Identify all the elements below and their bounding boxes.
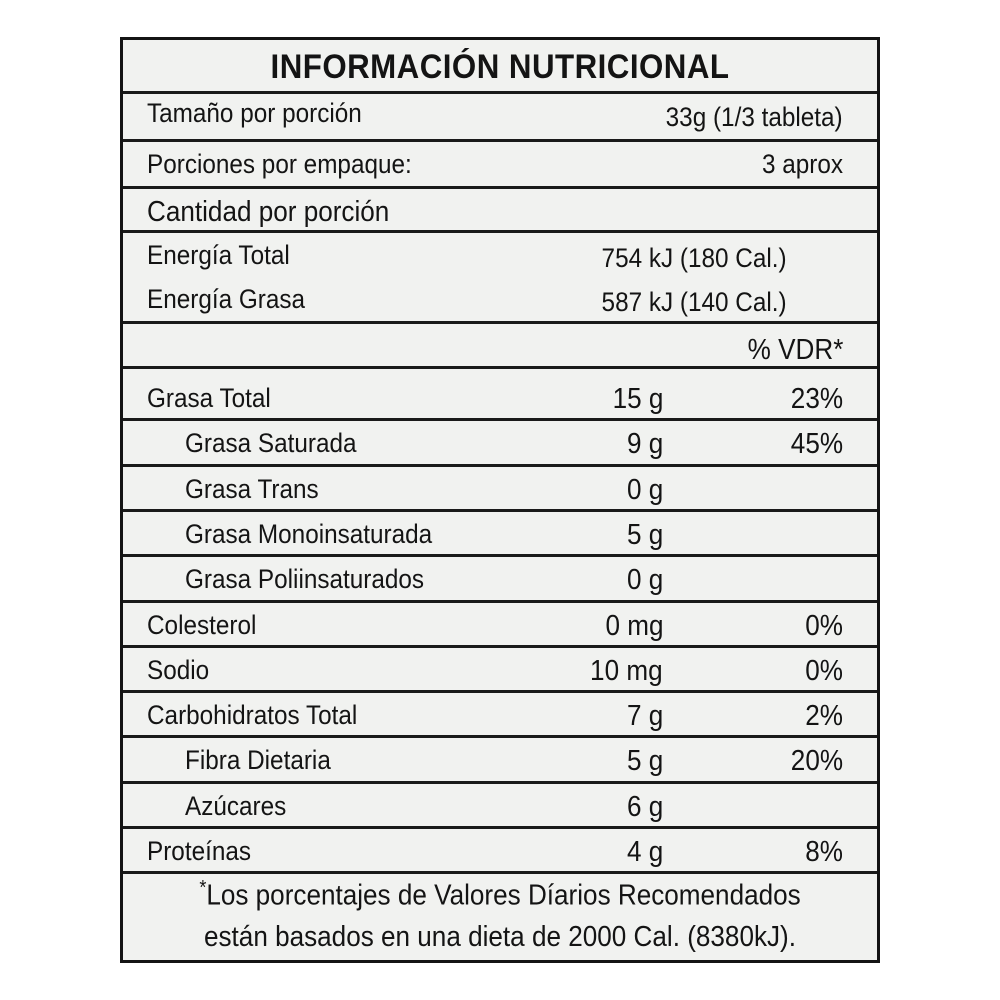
nutrient-dv: 8% (805, 836, 843, 868)
nutrient-amount: 0 g (626, 564, 663, 597)
footnote-text-1: Los porcentajes de Valores Díarios Recomendados (206, 879, 801, 912)
divider (123, 735, 877, 738)
divider (123, 321, 877, 324)
nutrient-amount: 10 mg (590, 654, 663, 687)
nutrient-name: Fibra Dietaria (185, 745, 331, 776)
energy-total-label: Energía Total (147, 240, 290, 270)
nutrient-name: Colesterol (147, 609, 257, 640)
dv-header: % VDR* (747, 334, 843, 366)
nutrient-amount: 5 g (626, 518, 663, 551)
nutrient-dv: 20% (790, 745, 843, 778)
energy-fat-value: 587 kJ (140 Cal.) (601, 287, 787, 317)
servings-per-package-value: 3 aprox (761, 149, 843, 179)
nutrient-name: Grasa Trans (185, 473, 319, 504)
nutrient-amount: 0 g (626, 473, 663, 506)
footnote-line-1 (161, 878, 840, 911)
serving-size-value: 33g (1/3 tableta) (666, 102, 843, 132)
amount-per-serving-heading: Cantidad por porción (147, 196, 390, 228)
energy-total-value: 754 kJ (180 Cal.) (601, 243, 787, 273)
divider (123, 645, 877, 648)
divider (123, 509, 877, 512)
divider (123, 366, 877, 369)
nutrient-amount: 0 mg (604, 609, 663, 642)
divider (123, 418, 877, 421)
nutrient-name: Grasa Poliinsaturados (185, 564, 425, 595)
nutrient-name: Azúcares (185, 790, 287, 821)
serving-size-label: Tamaño por porción (147, 98, 362, 128)
nutrient-amount: 6 g (626, 790, 663, 823)
footnote-line-2: están basados en una dieta de 2000 Cal. (8380kJ). (203, 921, 797, 953)
divider (123, 871, 877, 874)
divider (123, 781, 877, 784)
nutrient-name: Carbohidratos Total (147, 700, 358, 731)
energy-fat-label: Energía Grasa (147, 284, 306, 314)
divider (123, 690, 877, 693)
nutrient-amount: 7 g (626, 700, 663, 733)
label-title: INFORMACIÓN NUTRICIONAL (270, 48, 730, 86)
nutrient-amount: 5 g (626, 745, 663, 778)
footnote-star: * (199, 877, 207, 899)
divider (123, 139, 877, 142)
nutrient-name: Grasa Total (147, 383, 271, 413)
nutrient-amount: 15 g (612, 383, 663, 415)
nutrient-name: Sodio (147, 654, 210, 685)
nutrition-facts-label (120, 37, 880, 963)
divider (123, 554, 877, 557)
nutrient-dv: 45% (790, 428, 843, 461)
nutrient-amount: 4 g (626, 836, 663, 868)
divider (123, 600, 877, 603)
nutrient-name: Grasa Saturada (185, 428, 357, 459)
divider (123, 186, 877, 189)
nutrient-amount: 9 g (626, 428, 663, 461)
nutrient-dv: 2% (805, 700, 843, 733)
divider (123, 464, 877, 467)
divider (123, 91, 877, 94)
divider (123, 230, 877, 233)
nutrient-name: Grasa Monoinsaturada (185, 518, 433, 549)
nutrient-dv: 23% (790, 383, 843, 415)
nutrient-dv: 0% (805, 654, 843, 687)
nutrient-dv: 0% (805, 609, 843, 642)
divider (123, 826, 877, 829)
servings-per-package-label: Porciones por empaque: (147, 149, 412, 179)
nutrient-name: Proteínas (147, 836, 252, 866)
